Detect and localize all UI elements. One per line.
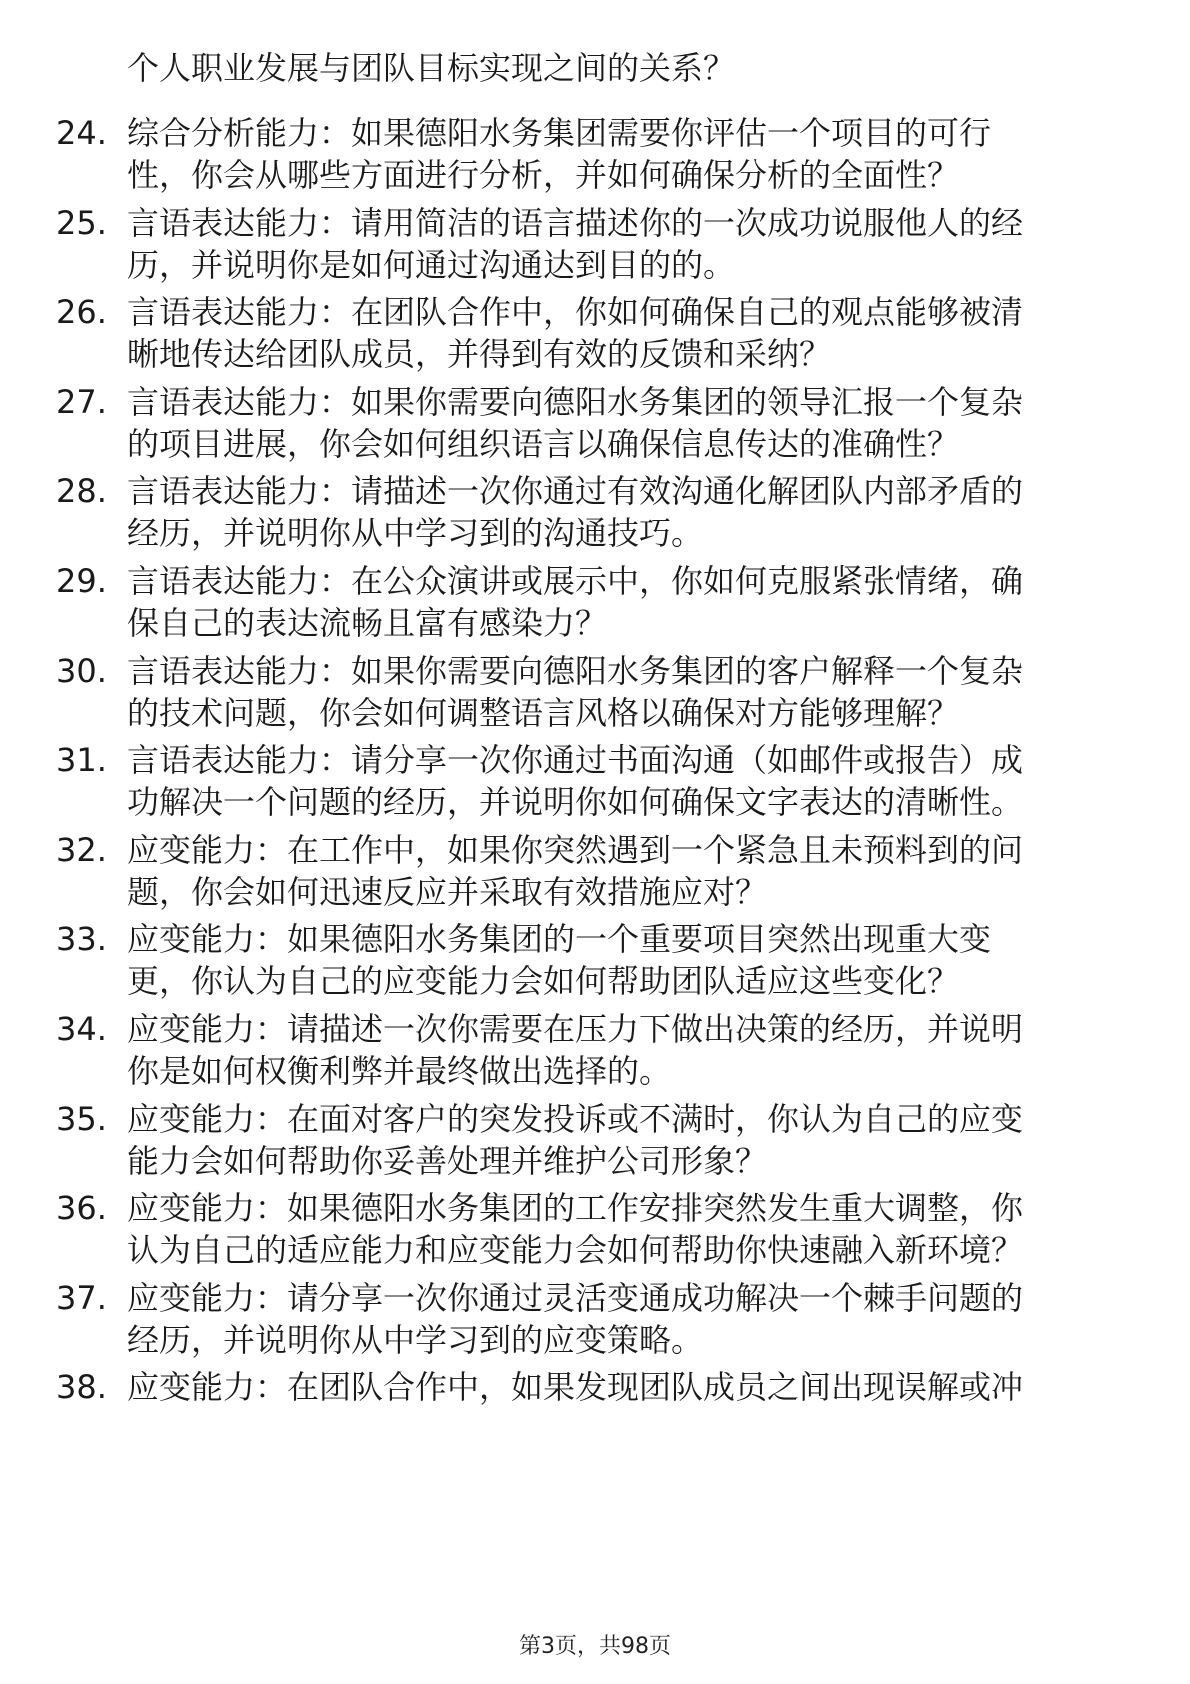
question-item [0, 1187, 1190, 1277]
question-number: 38. [56, 1368, 107, 1407]
continuation-line: 个人职业发展与团队目标实现之间的关系？ [127, 49, 736, 87]
question-text [127, 470, 1107, 554]
question-item [0, 202, 1190, 292]
question-text [127, 739, 1107, 823]
question-text-line: 综合分析能力：如果德阳水务集团需要你评估一个项目的可行 [127, 114, 992, 152]
question-item [0, 829, 1190, 919]
question-number: 35. [56, 1099, 107, 1138]
question-text-line: 言语表达能力：在团队合作中，你如何确保自己的观点能够被清 [127, 293, 1024, 332]
question-number: 26. [56, 293, 107, 332]
question-text-line: 功解决一个问题的经历，并说明你如何确保文字表达的清晰性。 [127, 783, 1024, 822]
question-text-line: 历，并说明你是如何通过沟通达到目的的。 [127, 245, 736, 284]
question-text-line: 题，你会如何迅速反应并采取有效措施应对？ [127, 872, 768, 911]
question-number: 30. [56, 651, 107, 690]
question-text-line: 应变能力：在面对客户的突发投诉或不满时，你认为自己的应变 [127, 1099, 1024, 1138]
question-number: 25. [56, 203, 107, 242]
question-item [0, 560, 1190, 650]
question-text-line: 晰地传达给团队成员，并得到有效的反馈和采纳？ [127, 335, 832, 374]
question-item [0, 381, 1190, 471]
question-text-line: 更，你认为自己的应变能力会如何帮助团队适应这些变化？ [127, 962, 960, 1001]
question-text-line: 保自己的表达流畅且富有感染力？ [127, 603, 608, 642]
question-number: 31. [56, 741, 107, 780]
question-text [127, 560, 1107, 644]
question-text-line: 应变能力：如果德阳水务集团的一个重要项目突然出现重大变 [127, 920, 992, 959]
question-item [0, 470, 1190, 560]
question-text-line: 能力会如何帮助你妥善处理并维护公司形象？ [127, 1141, 768, 1180]
question-item [0, 918, 1190, 1008]
question-item [0, 1366, 1190, 1456]
question-text-line: 应变能力：如果德阳水务集团的工作安排突然发生重大调整，你 [127, 1189, 1024, 1228]
question-text-line: 言语表达能力：请描述一次你通过有效沟通化解团队内部矛盾的 [127, 472, 1024, 511]
question-number: 24. [56, 114, 107, 152]
question-text [127, 918, 1107, 1002]
question-list [0, 112, 1190, 1456]
question-text-line: 应变能力：请分享一次你通过灵活变通成功解决一个棘手问题的 [127, 1278, 1024, 1317]
question-number: 29. [56, 561, 107, 600]
question-text [127, 1008, 1107, 1092]
question-text [127, 1187, 1107, 1271]
question-item [0, 291, 1190, 381]
question-text-line: 言语表达能力：在公众演讲或展示中，你如何克服紧张情绪，确 [127, 561, 1024, 600]
question-text [127, 829, 1107, 913]
question-number: 28. [56, 472, 107, 511]
question-text-line: 应变能力：在团队合作中，如果发现团队成员之间出现误解或冲 [127, 1368, 1024, 1407]
question-number: 34. [56, 1009, 107, 1048]
question-text [127, 650, 1107, 734]
question-number: 33. [56, 920, 107, 959]
question-text-line: 言语表达能力：如果你需要向德阳水务集团的客户解释一个复杂 [127, 651, 1024, 690]
question-text-line: 认为自己的适应能力和应变能力会如何帮助你快速融入新环境？ [127, 1231, 1024, 1270]
question-number: 32. [56, 830, 107, 869]
question-item [0, 112, 1190, 202]
question-text [127, 112, 1107, 196]
question-text [127, 291, 1107, 375]
question-text-line: 的项目进展，你会如何组织语言以确保信息传达的准确性？ [127, 424, 960, 463]
question-text-line: 性，你会从哪些方面进行分析，并如何确保分析的全面性？ [127, 156, 960, 194]
question-text-line: 你是如何权衡利弊并最终做出选择的。 [127, 1051, 672, 1090]
question-text-line: 应变能力：在工作中，如果你突然遇到一个紧急且未预料到的问 [127, 830, 1024, 869]
question-text [127, 1098, 1107, 1182]
question-text-line: 经历，并说明你从中学习到的应变策略。 [127, 1320, 704, 1359]
question-text-line: 经历，并说明你从中学习到的沟通技巧。 [127, 514, 704, 553]
question-number: 27. [56, 382, 107, 421]
question-text-line: 应变能力：请描述一次你需要在压力下做出决策的经历，并说明 [127, 1009, 1024, 1048]
question-item [0, 1277, 1190, 1367]
question-text-line: 的技术问题，你会如何调整语言风格以确保对方能够理解？ [127, 693, 960, 732]
question-text [127, 1277, 1107, 1361]
question-text-line: 言语表达能力：如果你需要向德阳水务集团的领导汇报一个复杂 [127, 382, 1024, 421]
question-item [0, 1008, 1190, 1098]
question-text-line: 言语表达能力：请用简洁的语言描述你的一次成功说服他人的经 [127, 203, 1024, 242]
question-text [127, 1366, 1107, 1408]
question-text [127, 202, 1107, 286]
question-text [127, 381, 1107, 465]
question-number: 37. [56, 1278, 107, 1317]
question-number: 36. [56, 1189, 107, 1228]
page-footer: 第3页，共98页 [519, 1634, 671, 1659]
question-item [0, 739, 1190, 829]
question-text-line: 言语表达能力：请分享一次你通过书面沟通（如邮件或报告）成 [127, 741, 1024, 780]
question-item [0, 1098, 1190, 1188]
question-item [0, 650, 1190, 740]
